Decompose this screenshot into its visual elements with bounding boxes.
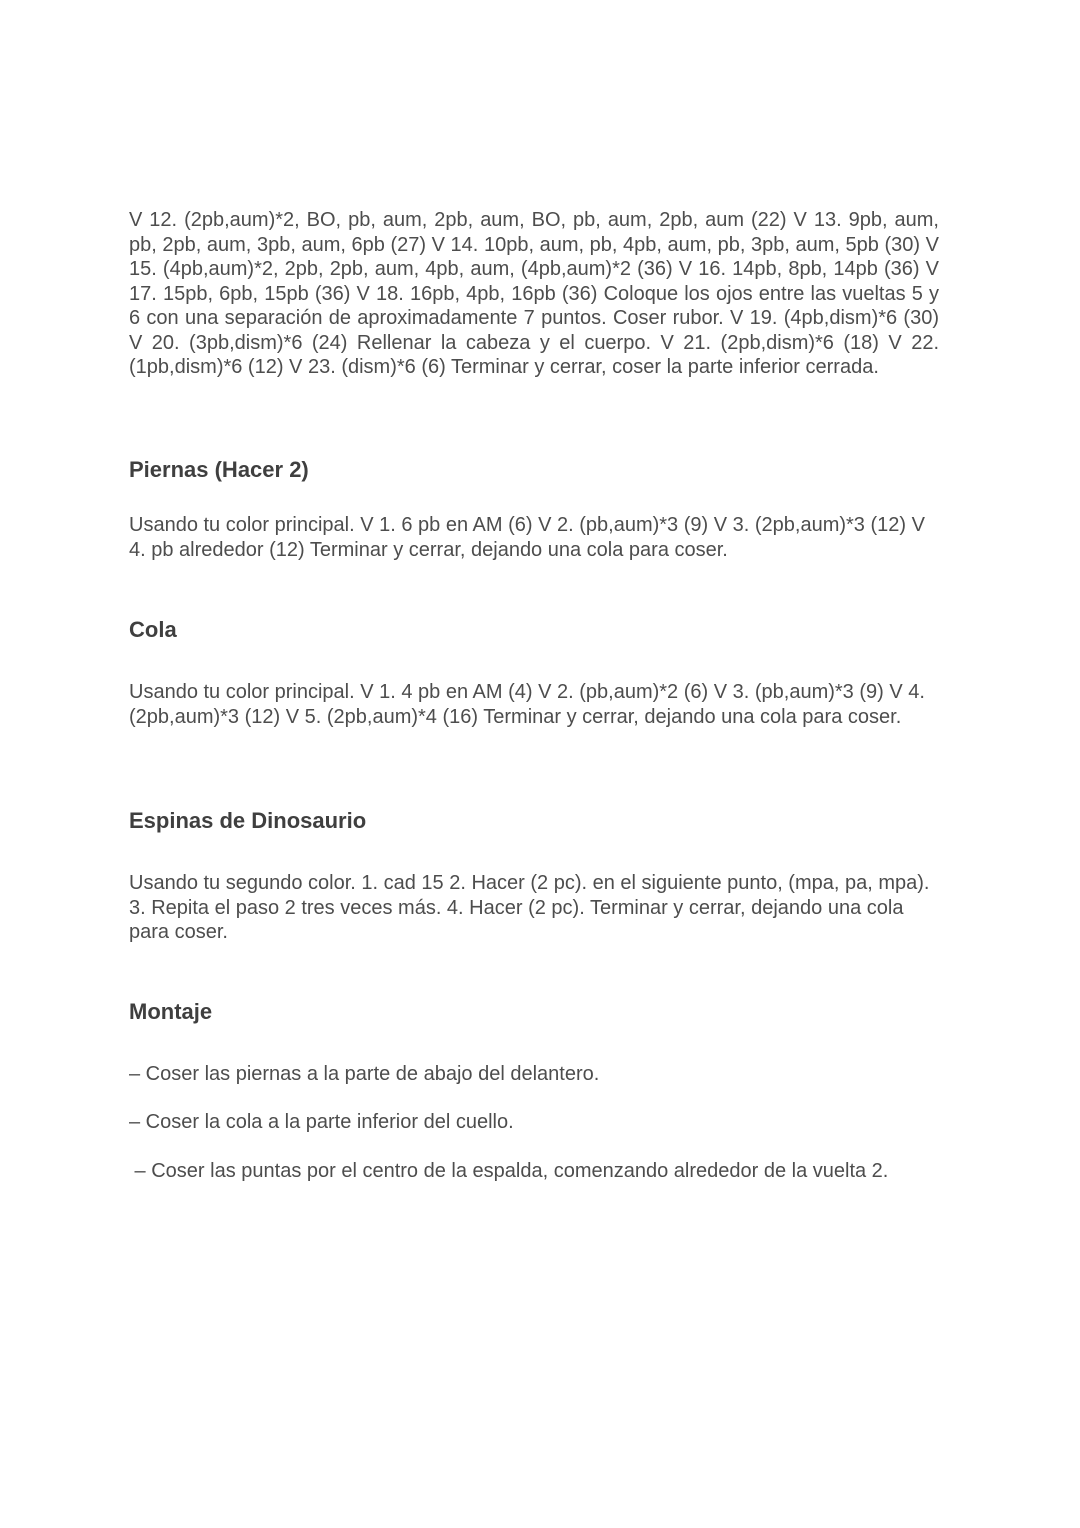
section-heading-montaje: Montaje: [129, 999, 213, 1024]
intro-paragraph: V 12. (2pb,aum)*2, BO, pb, aum, 2pb, aum, BO, pb, aum, 2pb, aum (22) V 13. 9pb, aum, pb, 2pb, aum, 3pb, aum, 6pb (27) V 14. 10pb, aum, pb, 4pb, aum, pb, 3pb, aum, 5pb (30) V 15. (4pb,aum)*2, 2pb, 2pb, aum, 4pb, aum, (4pb,aum)*2 (36) V 16. 14pb, 8pb, 14pb (36) V 17. 15pb, 6pb, 15pb (36) V 18. 16pb, 4pb, 16pb (36) Coloque los ojos entre las vueltas 5 y 6 con una separación de aproximadamente 7 puntos. Coser rubor. V 19. (4pb,dism)*6 (30) V 20. (3pb,dism)*6 (24) Rellenar la cabeza y el cuerpo. V 21. (2pb,dism)*6 (18) V 22. (1pb,dism)*6 (12) V 23. (dism)*6 (6) Terminar y cerrar, coser la parte inferior cerrada.: [129, 209, 939, 378]
montaje-item: – Coser las puntas por el centro de la espalda, comenzando alrededor de la vuelta 2.: [129, 1160, 889, 1182]
section-text-cola: Usando tu color principal. V 1. 4 pb en AM (4) V 2. (pb,aum)*2 (6) V 3. (pb,aum)*3 (9) V 4. (2pb,aum)*3 (12) V 5. (2pb,aum)*4 (16) Terminar y cerrar, dejando una cola para coser.: [129, 681, 925, 728]
montaje-item: – Coser las piernas a la parte de abajo del delantero.: [129, 1063, 600, 1085]
section-text-piernas: Usando tu color principal. V 1. 6 pb en AM (6) V 2. (pb,aum)*3 (9) V 3. (2pb,aum)*3 (12) V 4. pb alrededor (12) Terminar y cerrar, dejando una cola para coser.: [129, 514, 925, 561]
section-heading-espinas: Espinas de Dinosaurio: [129, 808, 367, 833]
section-text-espinas: Usando tu segundo color. 1. cad 15 2. Hacer (2 pc). en el siguiente punto, (mpa, pa, mpa). 3. Repita el paso 2 tres veces más. 4. Hacer (2 pc). Terminar y cerrar, dejando una cola para coser.: [129, 872, 930, 943]
section-heading-piernas: Piernas (Hacer 2): [129, 457, 309, 482]
section-heading-cola: Cola: [129, 617, 177, 642]
montaje-item: – Coser la cola a la parte inferior del cuello.: [129, 1111, 514, 1133]
